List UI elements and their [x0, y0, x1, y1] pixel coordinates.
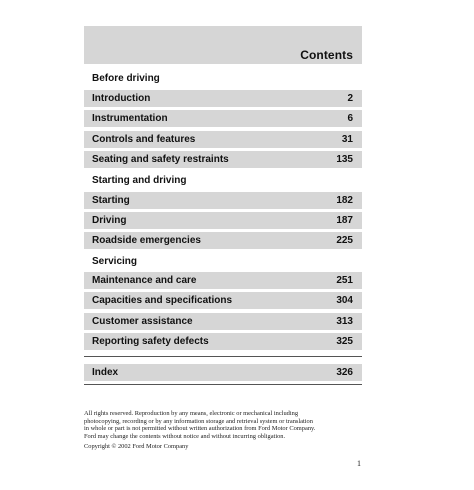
toc-row-driving[interactable] [84, 212, 362, 229]
toc-row-capacities-and-specifications[interactable] [84, 292, 362, 309]
toc-page-number: 182 [336, 195, 353, 206]
divider [84, 356, 362, 357]
toc-row-controls-and-features[interactable] [84, 131, 362, 148]
contents-title: Contents [300, 48, 353, 62]
section-heading-before-driving: Before driving [92, 73, 160, 84]
toc-label: Starting [92, 195, 130, 206]
toc-label: Index [92, 367, 119, 378]
toc-page-number: 225 [336, 235, 353, 246]
toc-label: Seating and safety restraints [92, 154, 229, 165]
toc-label: Reporting safety defects [92, 336, 209, 347]
toc-label: Introduction [92, 93, 151, 104]
toc-page-number: 2 [347, 93, 353, 104]
toc-page-number: 6 [347, 113, 353, 124]
legal-notice [84, 410, 384, 451]
toc-row-starting[interactable] [84, 192, 362, 209]
legal-line: All rights reserved. Reproduction by any means, electronic or mechanical including [84, 410, 299, 417]
toc-page-number: 135 [336, 154, 353, 165]
toc-row-seating-and-safety-restraints[interactable] [84, 151, 362, 168]
section-heading-servicing: Servicing [92, 256, 138, 267]
toc-page-number: 187 [336, 215, 353, 226]
contents-header [84, 26, 362, 64]
toc-row-index[interactable] [84, 364, 362, 381]
toc-row-introduction[interactable] [84, 90, 362, 107]
toc-page-number: 304 [336, 295, 353, 306]
toc-label: Controls and features [92, 134, 196, 145]
toc-page-number: 325 [336, 336, 353, 347]
toc-page-number: 251 [336, 275, 353, 286]
toc-label: Capacities and specifications [92, 295, 233, 306]
legal-line: photocopying, recording or by any information storage and retrieval system or translation [84, 417, 313, 425]
divider [84, 384, 362, 385]
legal-line: in whole or part is not permitted without written authorization from Ford Motor Company. [84, 425, 316, 433]
page-number: 1 [357, 459, 361, 468]
toc-label: Driving [92, 215, 127, 226]
toc-label: Instrumentation [92, 113, 168, 124]
toc-row-customer-assistance[interactable] [84, 313, 362, 330]
toc-row-maintenance-and-care[interactable] [84, 272, 362, 289]
toc-row-roadside-emergencies[interactable] [84, 232, 362, 249]
toc-page-number: 313 [336, 316, 353, 327]
toc-row-instrumentation[interactable] [84, 110, 362, 127]
toc-page-number: 326 [336, 367, 353, 378]
section-heading-starting-and-driving: Starting and driving [92, 175, 187, 186]
toc-row-reporting-safety-defects[interactable] [84, 333, 362, 350]
toc-label: Customer assistance [92, 316, 193, 327]
toc-page-number: 31 [341, 134, 353, 145]
copyright-notice: Copyright © 2002 Ford Motor Company [84, 443, 189, 451]
toc-label: Roadside emergencies [92, 235, 201, 246]
toc-label: Maintenance and care [92, 275, 197, 286]
legal-line: Ford may change the contents without notice and without incurring obligation. [84, 432, 286, 440]
